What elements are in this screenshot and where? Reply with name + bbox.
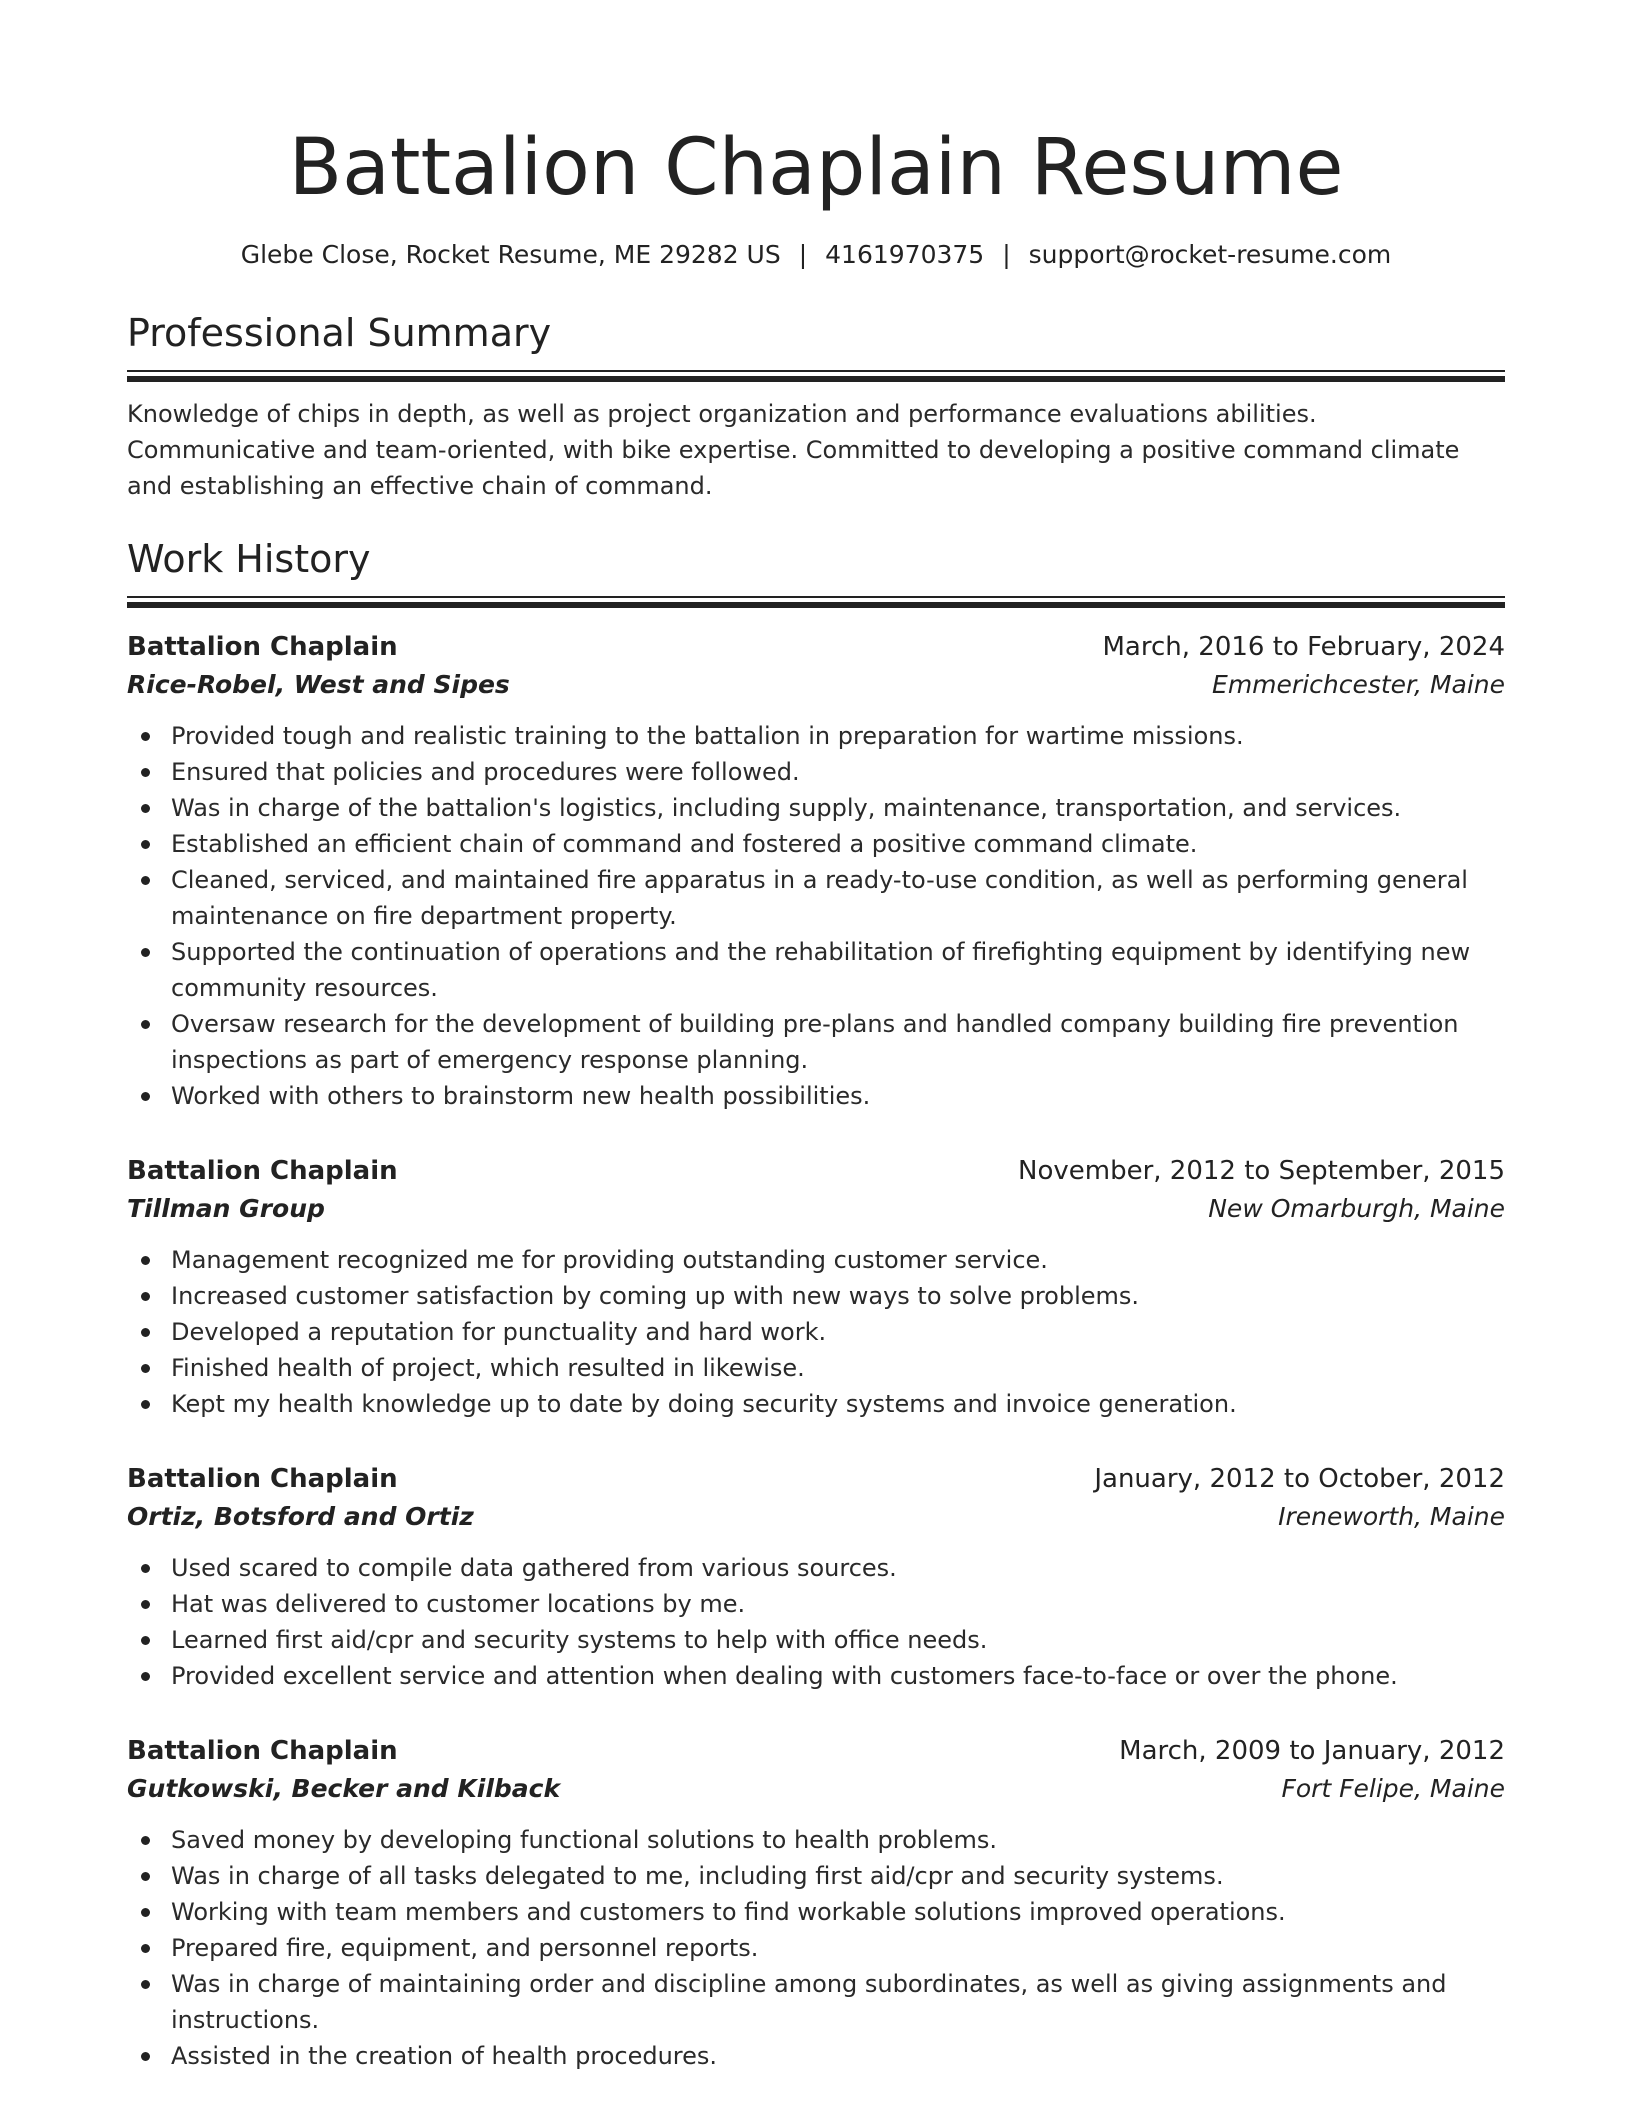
job-header-row (127, 628, 1505, 666)
job-bullet: Worked with others to brainstorm new health possibilities. (171, 1078, 1505, 1114)
contact-line (127, 238, 1505, 272)
job-entry (127, 628, 1505, 1114)
job-bullet: Ensured that policies and procedures were followed. (171, 754, 1505, 790)
contact-separator: | (798, 240, 808, 269)
section-heading-work: Work History (127, 537, 371, 581)
job-subheader-row (127, 666, 1505, 704)
job-bullet: Prepared fire, equipment, and personnel reports. (171, 1930, 1505, 1966)
job-bullet: Learned first aid/cpr and security systems to help with office needs. (171, 1622, 1505, 1658)
job-bullet: Hat was delivered to customer locations by me. (171, 1586, 1505, 1622)
job-bullet: Working with team members and customers to find workable solutions improved operations. (171, 1894, 1505, 1930)
job-company: Tillman Group (127, 1194, 325, 1223)
job-entry (127, 1152, 1505, 1422)
professional-summary-section (127, 308, 1505, 504)
job-dates: November, 2012 to September, 2015 (1018, 1156, 1505, 1186)
job-bullet: Assisted in the creation of health procedures. (171, 2038, 1505, 2074)
job-bullet: Provided tough and realistic training to the battalion in preparation for wartime missions. (171, 718, 1505, 754)
job-dates: January, 2012 to October, 2012 (1094, 1464, 1505, 1494)
job-bullet-list (127, 1822, 1505, 2074)
job-title: Battalion Chaplain (127, 1736, 398, 1766)
job-bullet: Used scared to compile data gathered from various sources. (171, 1550, 1505, 1586)
job-entry (127, 1732, 1505, 2074)
job-company: Rice-Robel, West and Sipes (127, 670, 510, 699)
contact-phone: 4161970375 (825, 240, 985, 269)
contact-separator: | (1002, 240, 1011, 269)
job-title: Battalion Chaplain (127, 1464, 398, 1494)
job-bullet: Cleaned, serviced, and maintained fire apparatus in a ready-to-use condition, as well as performing general maintenance on fire department property. (171, 862, 1505, 934)
job-company: Gutkowski, Becker and Kilback (127, 1774, 561, 1803)
job-dates: March, 2016 to February, 2024 (1102, 632, 1505, 662)
job-bullet: Oversaw research for the development of building pre-plans and handled company building fire prevention inspections as part of emergency response planning. (171, 1006, 1505, 1078)
contact-address: Glebe Close, Rocket Resume, ME 29282 US (240, 240, 781, 269)
job-bullet: Was in charge of maintaining order and discipline among subordinates, as well as giving assignments and instructions. (171, 1966, 1505, 2038)
job-location: Emmerichcester, Maine (1212, 670, 1505, 699)
job-header-row (127, 1732, 1505, 1770)
job-bullet: Was in charge of the battalion's logistics, including supply, maintenance, transportation, and services. (171, 790, 1505, 826)
section-divider (127, 370, 1505, 382)
job-bullet-list (127, 718, 1505, 1114)
job-bullet: Provided excellent service and attention when dealing with customers face-to-face or over the phone. (171, 1658, 1505, 1694)
summary-text: Knowledge of chips in depth, as well as project organization and performance evaluations abilities. Communicative and team-oriented, with bike expertise. Committed to developing a positive command climate and establishing an effective chain of command. (127, 400, 1460, 500)
job-subheader-row (127, 1190, 1505, 1228)
job-bullet: Developed a reputation for punctuality and hard work. (171, 1314, 1505, 1350)
job-bullet: Saved money by developing functional solutions to health problems. (171, 1822, 1505, 1858)
job-title: Battalion Chaplain (127, 632, 398, 662)
job-subheader-row (127, 1770, 1505, 1808)
section-divider (127, 596, 1505, 608)
section-heading-summary: Professional Summary (127, 311, 552, 355)
job-bullet: Management recognized me for providing outstanding customer service. (171, 1242, 1505, 1278)
job-bullet: Was in charge of all tasks delegated to me, including first aid/cpr and security systems. (171, 1858, 1505, 1894)
job-bullet-list (127, 1242, 1505, 1422)
job-location: Fort Felipe, Maine (1281, 1774, 1505, 1803)
job-entry (127, 1460, 1505, 1694)
job-bullet: Established an efficient chain of command and fostered a positive command climate. (171, 826, 1505, 862)
job-title: Battalion Chaplain (127, 1156, 398, 1186)
job-bullet: Supported the continuation of operations and the rehabilitation of firefighting equipment by identifying new community resources. (171, 934, 1505, 1006)
job-bullet: Kept my health knowledge up to date by doing security systems and invoice generation. (171, 1386, 1505, 1422)
job-subheader-row (127, 1498, 1505, 1536)
work-history-section (127, 534, 1505, 2074)
job-header-row (127, 1152, 1505, 1190)
job-header-row (127, 1460, 1505, 1498)
job-company: Ortiz, Botsford and Ortiz (127, 1502, 474, 1531)
job-location: Ireneworth, Maine (1278, 1502, 1505, 1531)
job-bullet-list (127, 1550, 1505, 1694)
job-location: New Omarburgh, Maine (1208, 1194, 1505, 1223)
job-dates: March, 2009 to January, 2012 (1119, 1736, 1505, 1766)
contact-email: support@rocket-resume.com (1028, 240, 1392, 269)
resume-title: Battalion Chaplain Resume (288, 123, 1344, 213)
job-bullet: Finished health of project, which resulted in likewise. (171, 1350, 1505, 1386)
job-bullet: Increased customer satisfaction by coming up with new ways to solve problems. (171, 1278, 1505, 1314)
